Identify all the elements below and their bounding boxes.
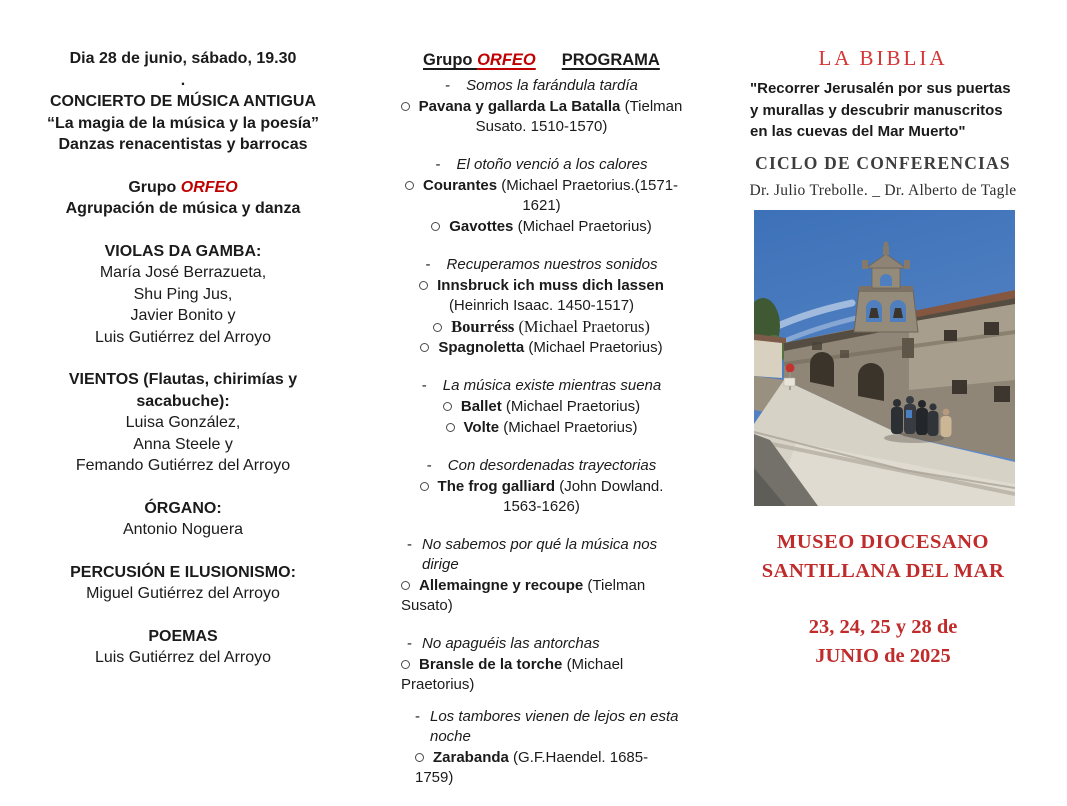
church-photo-illustration [754, 210, 1015, 506]
ensemble-section-percusion [42, 562, 324, 605]
member-name: Luis Gutiérrez del Arroyo [94, 649, 272, 666]
program-piece: Gavottes (Michael Praetorius) [399, 217, 684, 237]
concert-subtitle: “La magia de la música y la poesía” [46, 114, 320, 132]
museum-name [742, 528, 1024, 586]
section-heading: VIOLAS DA GAMBA: [104, 242, 262, 260]
circle-bullet [443, 402, 452, 411]
program-group [399, 76, 684, 137]
ensemble-section-vientos [42, 369, 324, 477]
member-name: Femando Gutiérrez del Arroyo [75, 457, 291, 474]
program-group [399, 535, 684, 616]
dash-bullet: - [421, 377, 427, 394]
member-name: Anna Steele y [133, 435, 233, 453]
circle-bullet [405, 181, 414, 190]
program-piece: Pavana y gallarda La Batalla (Tielman Susato. 1510-1570) [399, 97, 684, 137]
program-group [399, 376, 684, 438]
ensemble-section-organo [42, 498, 324, 541]
group-label: Grupo [128, 178, 177, 196]
cycle-title: CICLO DE CONFERENCIAS [755, 152, 1011, 173]
section-heading: POEMAS [148, 627, 218, 645]
program-group [399, 255, 684, 358]
dot-line: . [180, 71, 186, 89]
program-theme: - No apaguéis las antorchas [407, 635, 600, 652]
program-theme: - Con desordenadas trayectorias [426, 457, 657, 474]
dates-line1: 23, 24, 25 y 28 de [808, 615, 958, 638]
program-header-orfeo: ORFEO [477, 51, 536, 69]
section-heading: PERCUSIÓN E ILUSIONISMO: [70, 563, 296, 581]
program-header [399, 50, 684, 70]
program-group [399, 707, 684, 788]
dash-bullet: - [435, 156, 441, 173]
member-name: Shu Ping Jus, [133, 285, 233, 303]
event-dates [742, 613, 1024, 671]
circle-bullet [401, 102, 410, 111]
dash-bullet: - [425, 256, 431, 273]
member-name: Antonio Noguera [122, 521, 244, 538]
member-name: Miguel Gutiérrez del Arroyo [86, 585, 280, 602]
program-theme: - Recuperamos nuestros sonidos [425, 256, 658, 273]
program-group [399, 634, 684, 695]
program-panel [399, 50, 684, 806]
program-header-title: PROGRAMA [561, 51, 660, 69]
program-theme: - Somos la farándula tardía [445, 77, 638, 94]
church-photo [754, 210, 1015, 506]
circle-bullet [415, 753, 424, 762]
concert-panel [42, 48, 324, 669]
group-desc: Agrupación de música y danza [65, 200, 301, 217]
biblia-quote: "Recorrer Jerusalén por sus puertas y murallas y descubrir manuscritos en las cuevas del Mar Muerto" [750, 80, 1011, 140]
circle-bullet [401, 581, 410, 590]
program-theme: - Los tambores vienen de lejos en esta noche [415, 708, 679, 745]
member-name: Luisa González, [125, 414, 241, 431]
program-piece: Bourréss (Michael Praetorus) [399, 317, 684, 337]
program-header-group: Grupo [423, 51, 478, 69]
program-piece: Bransle de la torche (Michael Praetorius) [401, 656, 624, 693]
program-piece: Volte (Michael Praetorius) [399, 418, 684, 438]
circle-bullet [446, 423, 455, 432]
ensemble-section-violas [42, 241, 324, 349]
section-heading: VIENTOS (Flautas, chirimías y sacabuche): [68, 371, 298, 410]
program-theme: - No sabemos por qué la música nos dirige [407, 536, 658, 573]
biblia-title: LA BIBLIA [818, 46, 948, 70]
program-theme: - El otoño venció a los calores [435, 156, 648, 173]
dash-bullet: - [407, 536, 412, 553]
museum-line1: MUSEO DIOCESANO [777, 530, 989, 553]
program-group [399, 456, 684, 517]
dates-line2: JUNIO de 2025 [815, 644, 951, 667]
section-heading: ÓRGANO: [144, 499, 222, 517]
circle-bullet [420, 343, 429, 352]
program-piece: Zarabanda (G.F.Haendel. 1685-1759) [415, 749, 649, 786]
program-piece: Ballet (Michael Praetorius) [399, 397, 684, 417]
museum-line2: SANTILLANA DEL MAR [761, 559, 1005, 582]
program-piece: Allemaingne y recoupe (Tielman Susato) [401, 577, 646, 614]
member-name: María José Berrazueta, [99, 264, 267, 281]
biblia-panel [742, 46, 1024, 671]
speakers-line: Dr. Julio Trebolle. _ Dr. Alberto de Tagle [749, 181, 1017, 199]
program-piece: The frog galliard (John Dowland. 1563-1626) [399, 477, 684, 517]
circle-bullet [431, 222, 440, 231]
program-piece: Courantes (Michael Praetorius.(1571-1621) [399, 176, 684, 216]
member-name: Javier Bonito y [130, 307, 236, 324]
circle-bullet [433, 323, 442, 332]
program-piece: Innsbruck ich muss dich lassen (Heinrich Isaac. 1450-1517) [399, 276, 684, 316]
ensemble-section-poemas [42, 626, 324, 669]
dash-bullet: - [426, 457, 432, 474]
group-line [42, 177, 324, 199]
circle-bullet [420, 482, 429, 491]
dash-bullet: - [415, 708, 420, 725]
dash-bullet: - [407, 635, 412, 652]
program-theme: - La música existe mientras suena [421, 377, 662, 394]
circle-bullet [401, 660, 410, 669]
program-piece: Spagnoletta (Michael Praetorius) [399, 338, 684, 358]
program-group [399, 155, 684, 237]
circle-bullet [419, 281, 428, 290]
dash-bullet: - [445, 77, 451, 94]
group-name: ORFEO [180, 178, 238, 196]
concert-title: CONCIERTO DE MÚSICA ANTIGUA [49, 93, 317, 110]
concert-date: Dia 28 de junio, sábado, 19.30 [69, 50, 297, 67]
member-name: Luis Gutiérrez del Arroyo [94, 328, 272, 346]
concert-subtitle2: Danzas renacentistas y barrocas [58, 136, 308, 153]
